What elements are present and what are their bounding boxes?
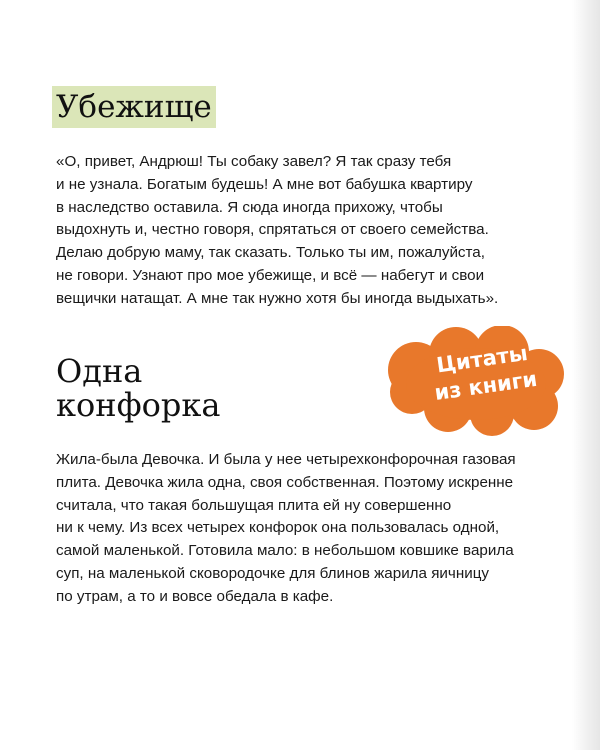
paragraph-line: Делаю добрую маму, так сказать. Только ты им, пожалуйста, [56,244,485,262]
paragraph-line: Жила-была Девочка. И была у нее четырехконфорочная газовая [56,451,516,468]
paragraph-line: самой маленькой. Готовила мало: в небольшом ковшике варила [56,542,514,560]
paragraph-line: не говори. Узнают про мое убежище, и всё — набегут и свои [56,266,485,284]
title-line: конфорка [56,386,221,424]
story-paragraph-2 [56,449,556,609]
paragraph-line: выдохнуть и, честно говоря, спрятаться от своего семейства. [56,221,489,239]
paragraph-line: плита. Девочка жила одна, своя собственная. Поэтому искренне [56,473,514,491]
quote-paragraph-1 [56,151,556,311]
paragraph-line: «О, привет, Андрюш! Ты собаку завел? Я так сразу тебя [56,153,452,170]
paragraph-line: и не узнала. Богатым будешь! А мне вот бабушка квартиру [56,175,473,193]
badge-line: из книги [432,366,539,405]
badge-line: Цитаты [434,340,530,378]
paragraph-line: в наследство оставила. Я сюда иногда прихожу, чтобы [56,198,443,216]
page-edge-shade [572,0,600,750]
title-line: Одна [56,352,143,390]
paragraph-line: вещички натащат. А мне так нужно хотя бы иногда выдыхать». [56,289,499,307]
section-title-ubezhishche: Убежище [52,86,216,128]
paragraph-line: считала, что такая большущая плита ей ну совершенно [56,496,452,514]
paragraph-line: ни к чему. Из всех четырех конфорок она пользовалась одной, [56,519,500,537]
quotes-badge [384,326,568,438]
paragraph-line: суп, на маленькой сковородочке для блинов жарила яичницу [56,564,489,582]
section-title-odna-konforka [56,354,220,422]
paragraph-line: по утрам, а то и вовсе обедала в кафе. [56,587,334,605]
